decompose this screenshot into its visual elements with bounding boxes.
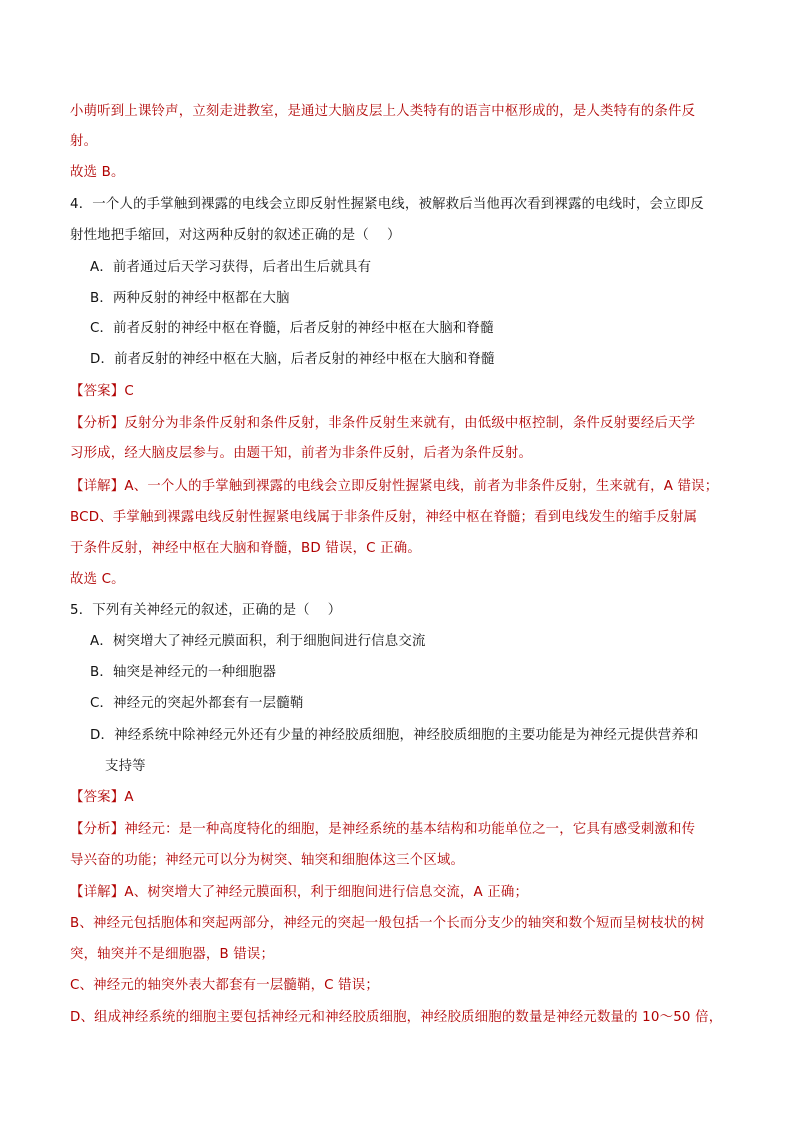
analysis-text: 神经元：是一种高度特化的细胞，是神经系统的基本结构和功能单位之一，它具有感受刺激和传 [124, 822, 696, 837]
answer-value: C [124, 384, 134, 399]
q5-option-a: A．树突增大了神经元膜面积，利于细胞间进行信息交流 [90, 634, 426, 649]
q5-option-d-cont: 支持等 [105, 759, 146, 774]
q5-option-d: D．神经系统中除神经元外还有少量的神经胶质细胞，神经胶质细胞的主要功能是为神经元提供营养和 [90, 728, 699, 743]
q4-stem-line-1: 4．一个人的手掌触到裸露的电线会立即反射性握紧电线，被解救后当他再次看到裸露的电线时，会立即反 [70, 197, 704, 212]
detail-tag: 【详解】 [70, 479, 125, 494]
answer-tag: 【答案】 [70, 790, 125, 805]
q5-detail-line-1 [70, 882, 528, 904]
q4-analysis-line-1 [70, 413, 695, 435]
q4-option-d: D．前者反射的神经中枢在大脑，后者反射的神经中枢在大脑和脊髓 [90, 352, 495, 367]
q4-option-c: C．前者反射的神经中枢在脊髓，后者反射的神经中枢在大脑和脊髓 [90, 321, 494, 336]
answer-tag: 【答案】 [70, 384, 125, 399]
q4-choice: 故选 C。 [70, 572, 125, 587]
q4-detail-line-1 [70, 476, 718, 498]
analysis-text: 反射分为非条件反射和条件反射，非条件反射生来就有，由低级中枢控制，条件反射要经后天学 [124, 416, 696, 431]
intro-line-2: 射。 [70, 134, 98, 149]
q4-analysis-line-2: 习形成，经大脑皮层参与。由题干知，前者为非条件反射，后者为条件反射。 [70, 446, 533, 461]
intro-choice: 故选 B。 [70, 165, 125, 180]
q4-stem-line-2: 射性地把手缩回，对这两种反射的叙述正确的是（ ） [70, 228, 401, 243]
q5-detail-line-2: B、神经元包括胞体和突起两部分，神经元的突起一般包括一个长而分支少的轴突和数个短而呈树枝状的树 [70, 916, 705, 931]
q4-detail-line-2: BCD、手掌触到裸露电线反射性握紧电线属于非条件反射，神经中枢在脊髓；看到电线发生的缩手反射属 [70, 510, 698, 525]
detail-text: A、树突增大了神经元膜面积，利于细胞间进行信息交流，A 正确； [124, 885, 529, 900]
q4-option-a: A．前者通过后天学习获得，后者出生后就具有 [90, 260, 372, 275]
analysis-tag: 【分析】 [70, 822, 125, 837]
q5-analysis-line-2: 导兴奋的功能；神经元可以分为树突、轴突和细胞体这三个区域。 [70, 853, 465, 868]
q5-detail-line-5: D、组成神经系统的细胞主要包括神经元和神经胶质细胞，神经胶质细胞的数量是神经元数量的 10～50 倍， [70, 1010, 723, 1025]
detail-text: A、一个人的手掌触到裸露的电线会立即反射性握紧电线，前者为非条件反射，生来就有，A 错误； [124, 479, 719, 494]
q4-option-b: B．两种反射的神经中枢都在大脑 [90, 291, 290, 306]
answer-value: A [124, 790, 134, 805]
q5-analysis-line-1 [70, 819, 695, 841]
detail-tag: 【详解】 [70, 885, 125, 900]
q4-detail-line-3: 于条件反射，神经中枢在大脑和脊髓，BD 错误，C 正确。 [70, 541, 421, 556]
q4-answer [70, 381, 134, 403]
analysis-tag: 【分析】 [70, 416, 125, 431]
q5-stem: 5．下列有关神经元的叙述，正确的是（ ） [70, 603, 342, 618]
q5-answer [70, 787, 134, 809]
q5-detail-line-4: C、神经元的轴突外表大都套有一层髓鞘，C 错误； [70, 978, 379, 993]
q5-option-b: B．轴突是神经元的一种细胞器 [90, 665, 277, 680]
q5-option-c: C．神经元的突起外都套有一层髓鞘 [90, 696, 304, 711]
q5-detail-line-3: 突，轴突并不是细胞器，B 错误； [70, 947, 275, 962]
intro-line-1: 小萌听到上课铃声，立刻走进教室，是通过大脑皮层上人类特有的语言中枢形成的，是人类特有的条件反 [70, 104, 696, 119]
